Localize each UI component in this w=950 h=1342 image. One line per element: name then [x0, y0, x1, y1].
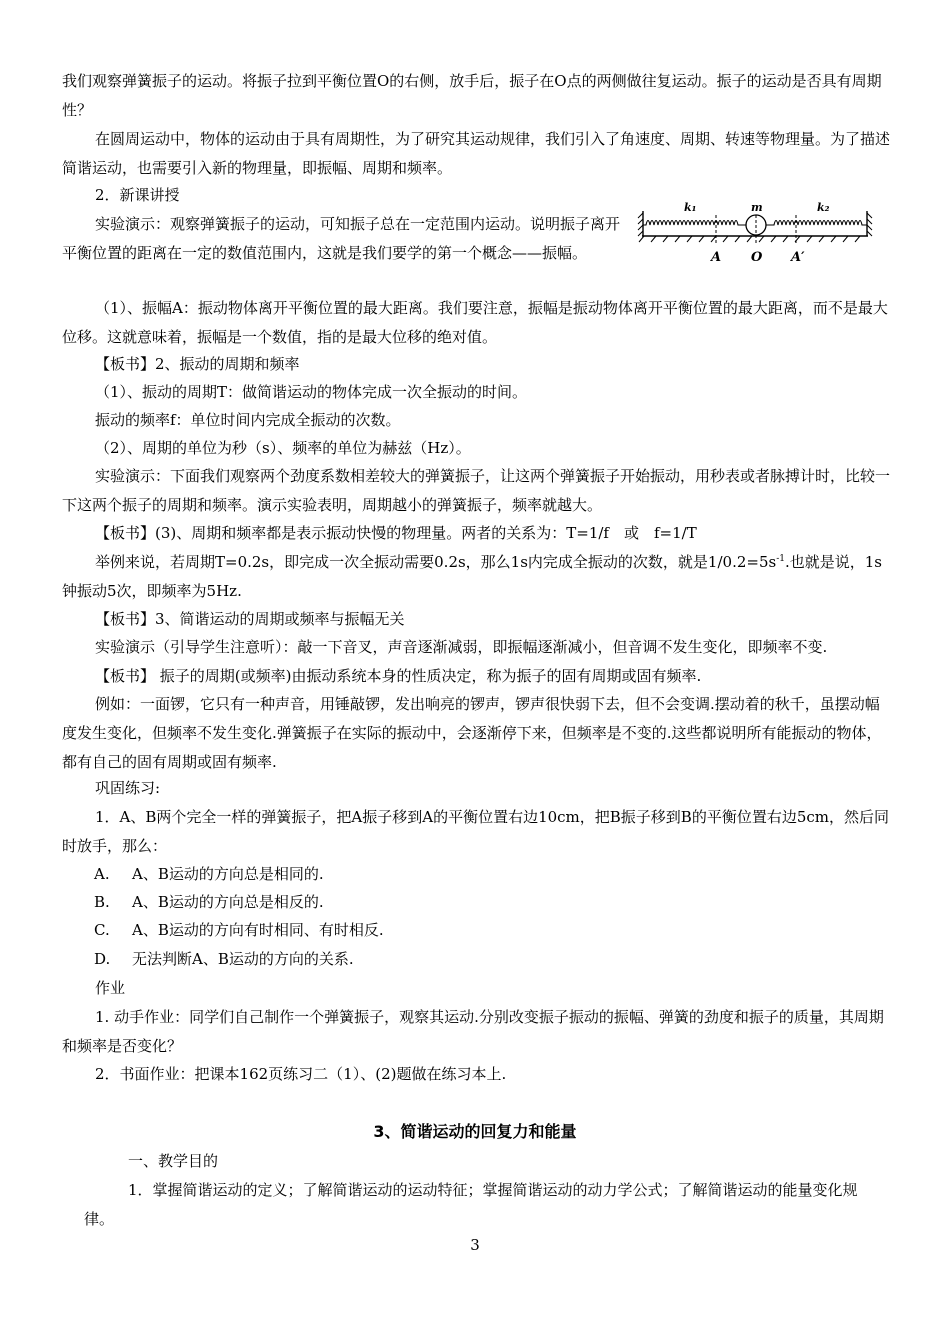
label-A-prime: A′ — [791, 250, 805, 265]
paragraph-circular-motion: 在圆周运动中，物体的运动由于具有周期性，为了研究其运动规律，我们引入了角速度、周期、转速等物理量。为了描述简谐运动，也需要引入新的物理量，即振幅、周期和频率。 — [62, 130, 891, 177]
heading-homework: 作业 — [95, 979, 126, 997]
option-b: B. A、B运动的方向总是相反的. — [94, 893, 324, 911]
heading-teaching-goals: 一、教学目的 — [128, 1152, 219, 1170]
paragraph-frequency-definition: 振动的频率f：单位时间内完成全振动的次数。 — [95, 411, 401, 429]
section-title: 3、简谐运动的回复力和能量 — [373, 1122, 577, 1141]
paragraph-experiment-amplitude: 实验演示：观察弹簧振子的运动，可知振子总在一定范围内运动。说明振子离开平衡位置的距离在一定的数值范围内，这就是我们要学的第一个概念——振幅。 — [62, 215, 621, 262]
paragraph-teaching-goal-1: 1．掌握简谐运动的定义；了解简谐运动的运动特征；掌握简谐运动的动力学公式；了解简谐运动的能量变化规律。 — [84, 1181, 858, 1228]
homework-written: 2．书面作业：把课本162页练习二（1）、(2)题做在练习本上. — [95, 1065, 507, 1083]
page-number: 3 — [470, 1236, 480, 1254]
label-k1: k₁ — [684, 201, 697, 214]
label-k2: k₂ — [817, 201, 830, 214]
paragraph-period-definition: （1）、振动的周期T：做简谐运动的物体完成一次全振动的时间。 — [95, 383, 528, 401]
board-period-frequency: 【板书】2、振动的周期和频率 — [95, 355, 300, 373]
option-d: D. 无法判断A、B运动的方向的关系. — [94, 950, 354, 968]
heading-practice: 巩固练习: — [95, 779, 161, 797]
spring-right-icon — [766, 221, 867, 226]
label-O: O — [751, 250, 763, 265]
paragraph-example: 举例来说，若周期T=0.2s，即完成一次全振动需要0.2s，那么1s内完成全振动的次数，就是$1/0.2=5s^{-1}$.也就是说，1s钟振动5次，即频率为5Hz. — [62, 553, 882, 600]
spring-left-icon — [643, 221, 746, 226]
homework-hands-on: 1. 动手作业：同学们自己制作一个弹簧振子，观察其运动.分别改变振子振动的振幅、弹簧的劲度和振子的质量，其周期和频率是否变化？ — [62, 1008, 884, 1055]
section-new-lesson: 2．新课讲授 — [95, 186, 180, 204]
label-m: m — [751, 201, 763, 214]
paragraph-experiment-tuning-fork: 实验演示（引导学生注意听）：敲一下音叉，声音逐渐减弱，即振幅逐渐减小，但音调不发生变化，即频率不变. — [95, 638, 828, 656]
paragraph-experiment-two-springs: 实验演示：下面我们观察两个劲度系数相差较大的弹簧振子，让这两个弹簧振子开始振动，用秒表或者脉搏计时，比较一下这两个振子的周期和频率。演示实验表明，周期越小的弹簧振子，频率就越大。 — [62, 467, 891, 514]
board-relation: 【板书】(3)、周期和频率都是表示振动快慢的物理量。两者的关系为：T=1/f 或 f=1/T — [95, 524, 697, 542]
paragraph-units: （2）、周期的单位为秒（s）、频率的单位为赫兹（Hz）。 — [95, 439, 471, 457]
option-a: A. A、B运动的方向总是相同的. — [94, 865, 324, 883]
label-A: A — [711, 250, 722, 265]
question-1: 1．A、B两个完全一样的弹簧振子，把A振子移到A的平衡位置右边10cm，把B振子移到B的平衡位置右边5cm，然后同时放手，那么： — [62, 808, 889, 855]
paragraph-gong-example: 例如：一面锣，它只有一种声音，用锤敲锣，发出响亮的锣声，锣声很快弱下去，但不会变调.摆动着的秋千，虽摆动幅度发生变化，但频率不发生变化.弹簧振子在实际的振动中，会逐渐停下来，但频率是不变的.这些都说明所有能振动的物体，都有自己的固有周期或固有频率. — [62, 695, 882, 771]
paragraph-amplitude-definition: （1）、振幅A：振动物体离开平衡位置的最大距离。我们要注意，振幅是振动物体离开平衡位置的最大距离，而不是最大位移。这就意味着，振幅是一个数值，指的是最大位移的绝对值。 — [62, 299, 888, 346]
board-amplitude-independent: 【板书】3、简谐运动的周期或频率与振幅无关 — [95, 610, 405, 628]
option-c: C. A、B运动的方向有时相同、有时相反. — [94, 921, 384, 939]
spring-oscillator-figure — [636, 195, 874, 267]
board-natural-period: 【板书】 振子的周期(或频率)由振动系统本身的性质决定，称为振子的固有周期或固有频率. — [95, 667, 702, 685]
paragraph-intro-question: 我们观察弹簧振子的运动。将振子拉到平衡位置O的右侧，放手后，振子在O点的两侧做往复运动。振子的运动是否具有周期性？ — [62, 72, 882, 119]
